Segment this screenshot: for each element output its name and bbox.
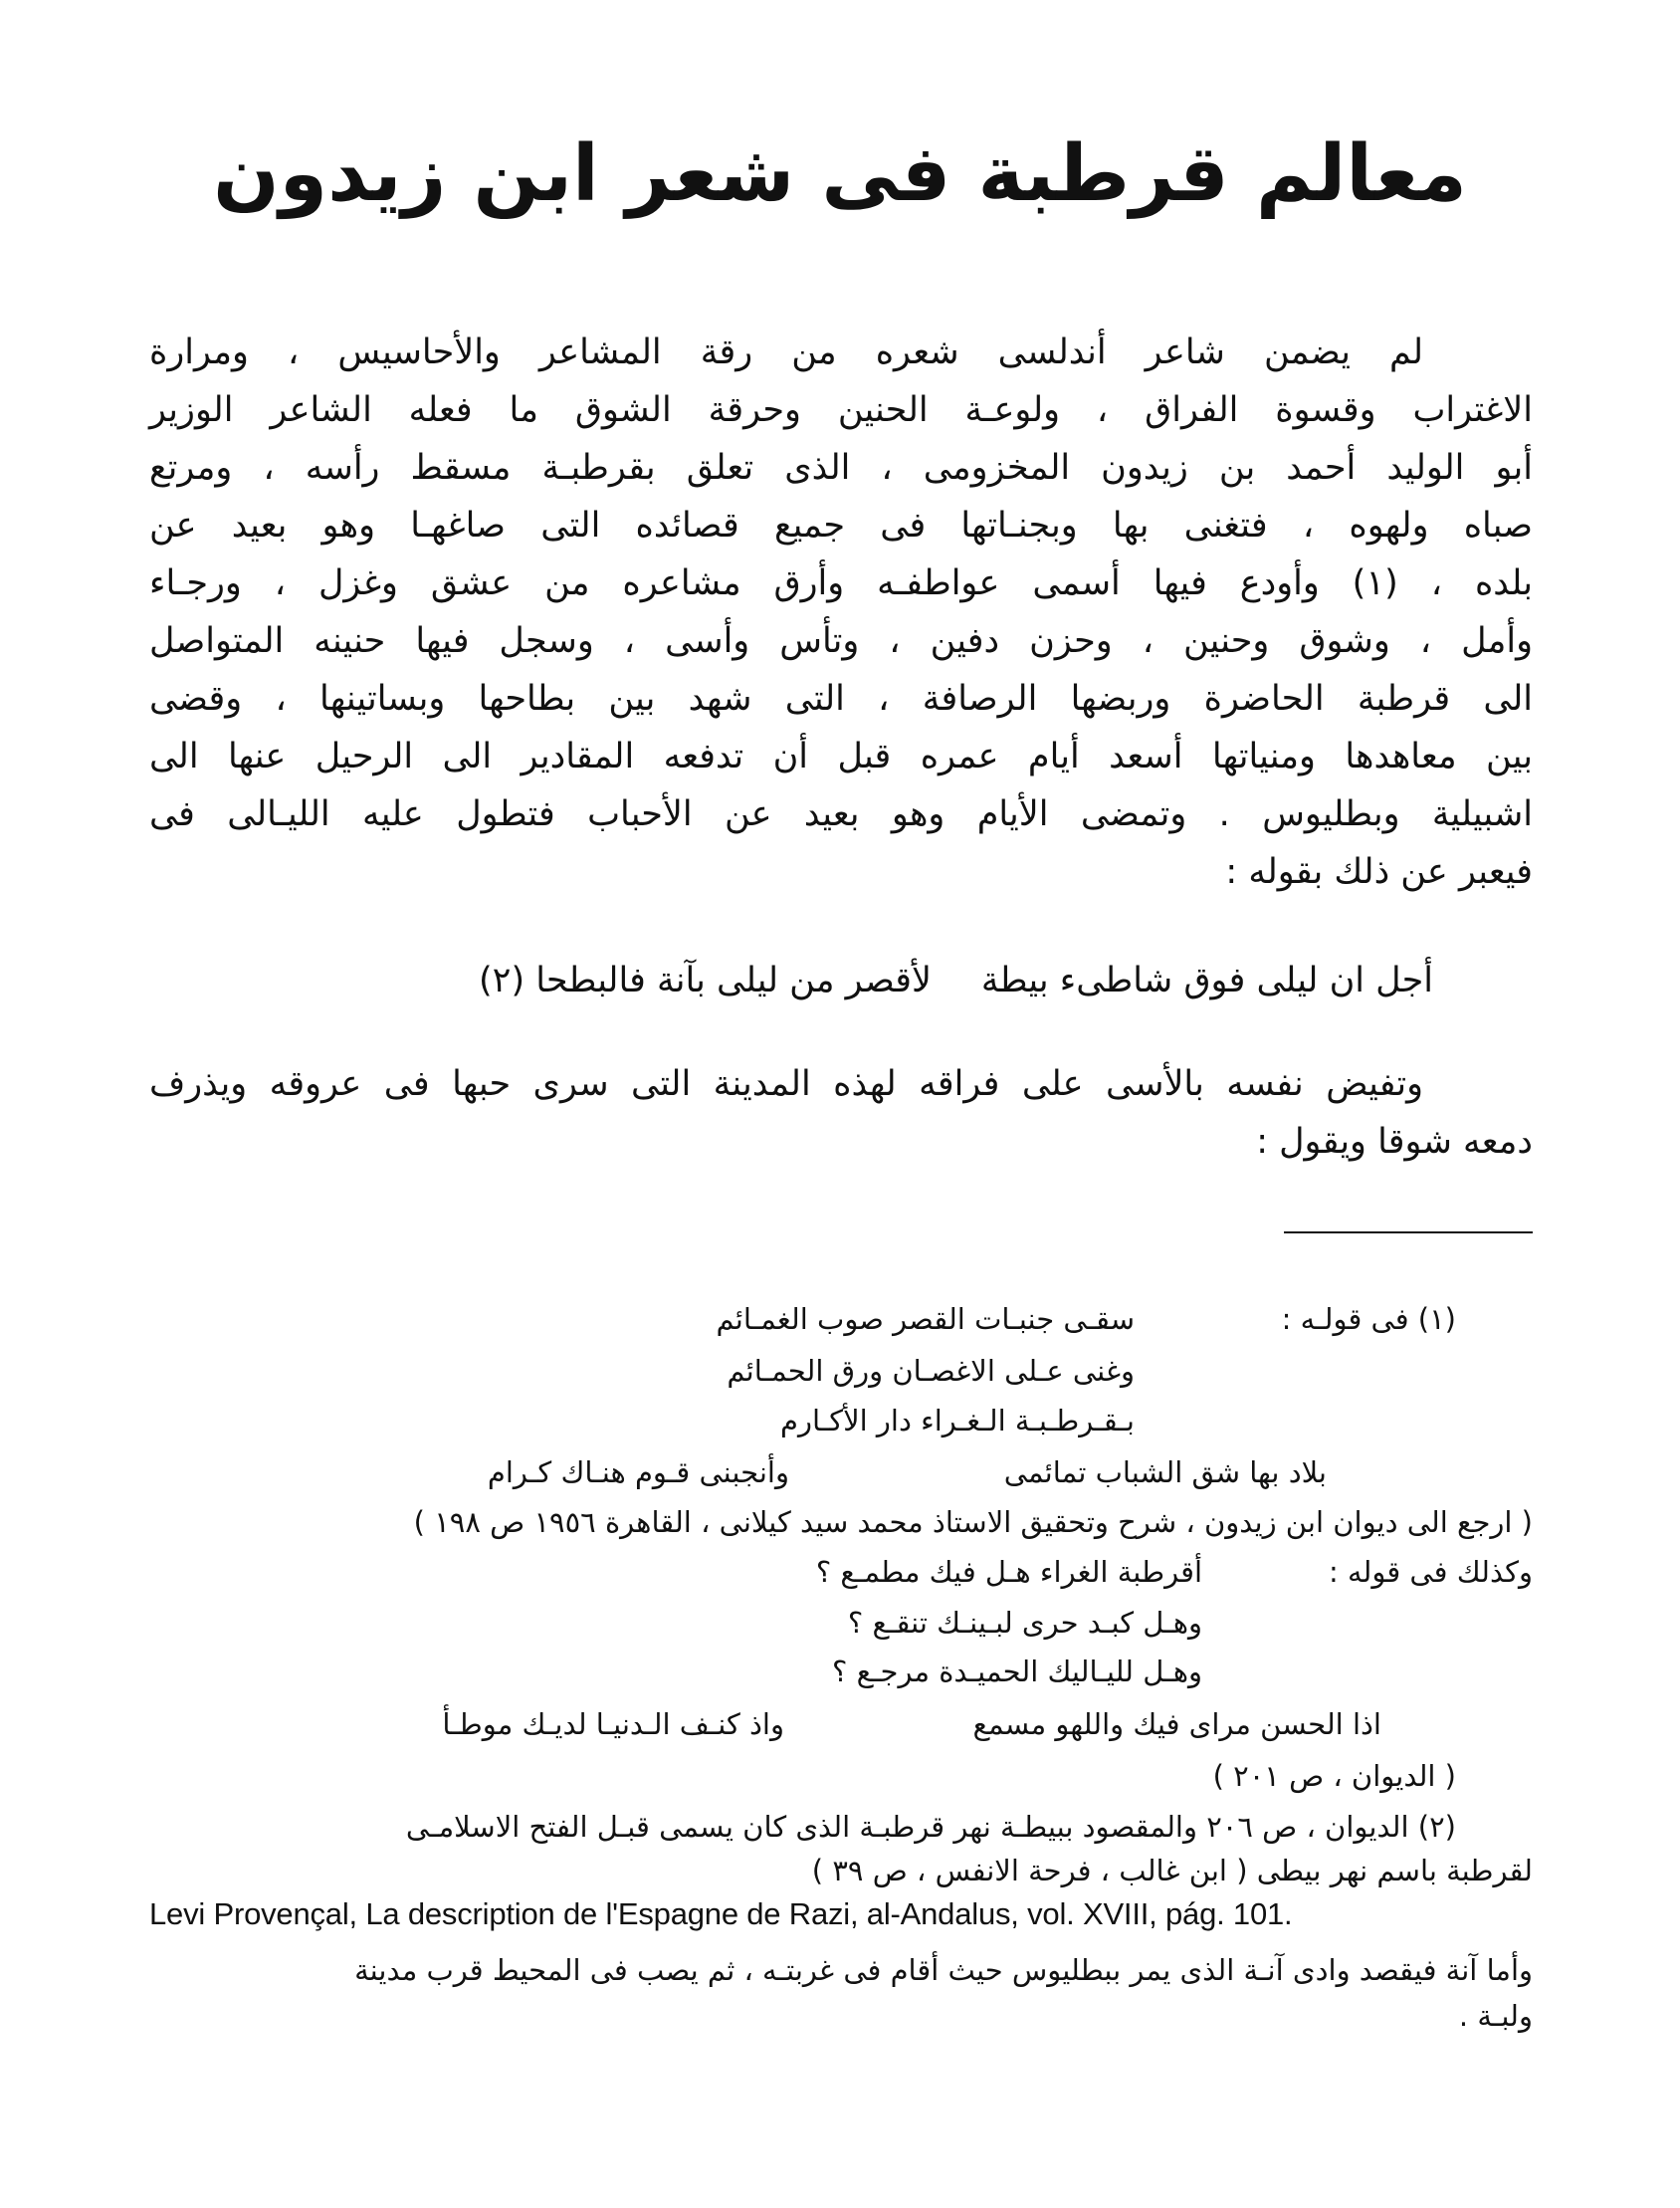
paragraph-line: الى قرطبة الحاضرة وربضها الرصافة ، التى شهد بين بطاحها وبساتينها ، وقضى [149, 679, 1533, 719]
footnote-1-marker: (١) فى قولـه : [1281, 1302, 1456, 1336]
footnote-verse: وغنى عـلى الاغصـان ورق الحمـائم [727, 1354, 1135, 1388]
paragraph-line: وأمل ، وشوق وحنين ، وحزن دفين ، وتأس وأسى ، وسجل فيها حنينه المتواصل [149, 621, 1533, 661]
footnote-2-line: لقرطبة باسم نهر بيطى ( ابن غالب ، فرحة الانفس ، ص ٣٩ ) [811, 1854, 1533, 1887]
footnote-verse: وهـل لليـاليك الحميـدة مرجـع ؟ [831, 1655, 1202, 1688]
footnote-verse: واذ كنـف الـدنيـا لديـك موطـأ [442, 1707, 784, 1741]
footnote-2-line: وأما آنة فيقصد وادى آنـة الذى يمر ببطليوس حيث أقام فى غربتـه ، ثم يصب فى المحيط قرب مدينة [354, 1953, 1533, 1987]
paragraph-line: فيعبر عن ذلك بقوله : [1225, 852, 1533, 892]
footnote-verse: سقـى جنبـات القصر صوب الغمـائم [716, 1302, 1135, 1336]
page-title: معالم قرطبة فى شعر ابن زيدون [213, 129, 1467, 219]
footnote-2-line: (٢) الديوان ، ص ٢٠٦ والمقصود ببيطـة نهر قرطبـة الذى كان يسمى قبـل الفتح الاسلامـى [405, 1810, 1456, 1844]
footnote-verse: اذا الحسن مراى فيك واللهو مسمع [972, 1707, 1381, 1741]
paragraph-line: الاغتراب وقسوة الفراق ، ولوعـة الحنين وحرقة الشوق ما فعله الشاعر الوزير [149, 390, 1533, 430]
paragraph-line: بين معاهدها ومنياتها أسعد أيام عمره قبل أن تدفعه المقادير الى الرحيل عنها الى [149, 737, 1533, 776]
footnote-verse: بلاد بها شق الشباب تمائمى [1003, 1455, 1327, 1489]
paragraph-line: وتفيض نفسه بالأسى على فراقه لهذه المدينة التى سرى حبها فى عروقه ويذرف [149, 1064, 1423, 1104]
footnote-verse: وهـل كبـد حرى لبـينـك تنقـع ؟ [847, 1606, 1202, 1640]
verse-hemistich-1: أجل ان ليلى فوق شاطىء بيطة [980, 961, 1433, 1000]
paragraph-line: بلده ، (١) وأودع فيها أسمى عواطفـه وأرق مشاعره من عشق وغزل ، ورجـاء [149, 563, 1533, 603]
paragraph-line: صباه ولهوه ، فتغنى بها وبجنـاتها فى جميع قصائده التى صاغهـا وهو بعيد عن [149, 506, 1533, 546]
footnote-verse: بـقـرطـبـة الـغـراء دار الأكـارم [779, 1404, 1135, 1437]
footnote-reference: ( ارجع الى ديوان ابن زيدون ، شرح وتحقيق الاستاذ محمد سيد كيلانى ، القاهرة ١٩٥٦ ص ١٩٨ ) [413, 1505, 1533, 1539]
footnote-1b-marker: وكذلك فى قوله : [1329, 1555, 1533, 1589]
paragraph-line: دمعه شوقا ويقول : [1256, 1122, 1533, 1162]
footnote-2-line: ولبـة . [1458, 1999, 1533, 2033]
footnote-divider [1284, 1231, 1533, 1233]
footnote-2-latin-citation: Levi Provençal, La description de l'Espagne de Razi, al-Andalus, vol. XVIII, pág. 101. [149, 1896, 1293, 1931]
footnote-reference: ( الديوان ، ص ٢٠١ ) [1212, 1759, 1456, 1793]
footnote-verse: وأنجبنى قـوم هنـاك كـرام [487, 1455, 789, 1489]
paragraph-main [149, 324, 1533, 901]
paragraph-line: أبو الوليد أحمد بن زيدون المخزومى ، الذى تعلق بقرطبـة مسقط رأسه ، ومرتع [149, 448, 1533, 488]
verse-hemistich-2: لأقصر من ليلى بآنة فالبطحا (٢) [479, 961, 932, 1000]
paragraph-line: لم يضمن شاعر أندلسى شعره من رقة المشاعر والأحاسيس ، ومرارة [149, 332, 1423, 372]
paragraph-line: اشبيلية وبطليوس . وتمضى الأيام وهو بعيد عن الأحباب فتطول عليه الليـالى فى [149, 794, 1533, 834]
paragraph-second [149, 1055, 1533, 1171]
footnote-verse: أقرطبة الغراء هـل فيك مطمـع ؟ [815, 1555, 1202, 1589]
